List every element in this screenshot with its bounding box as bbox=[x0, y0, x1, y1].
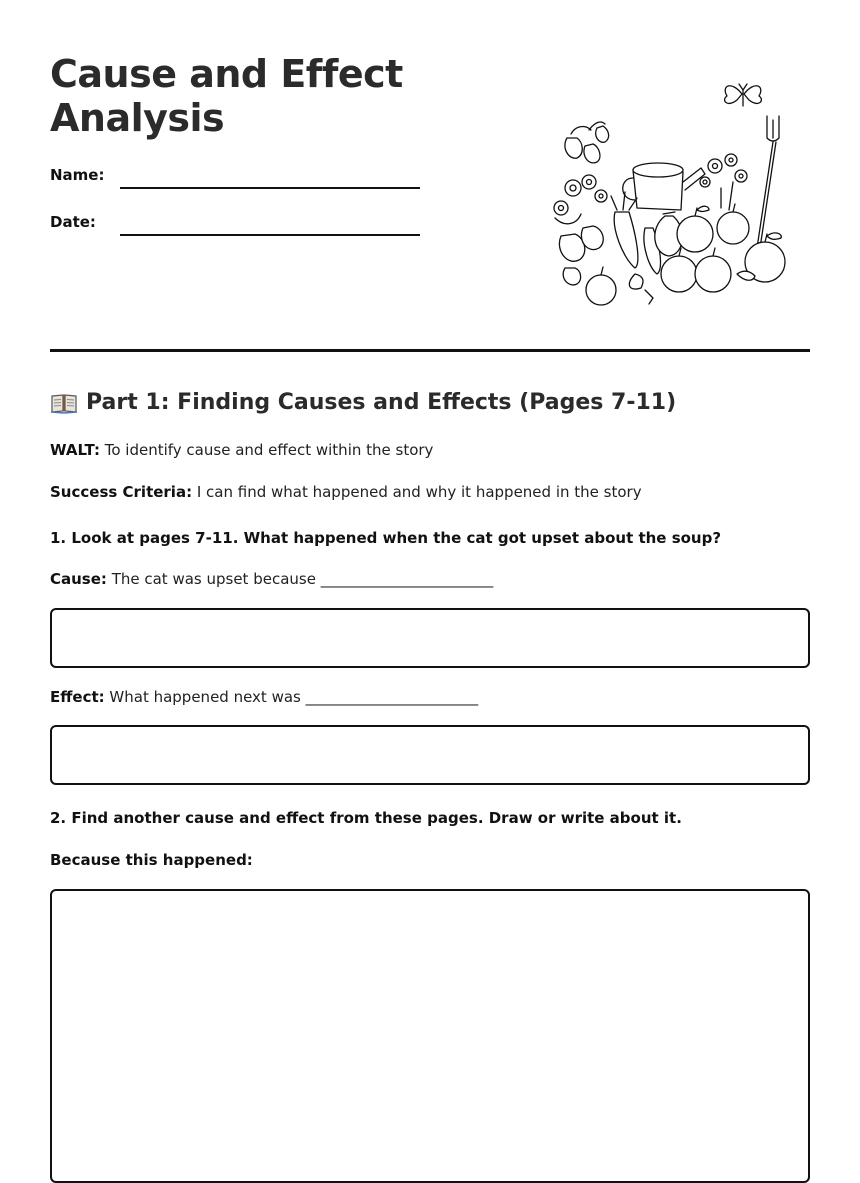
garden-fork-icon bbox=[757, 116, 779, 248]
butterfly-icon bbox=[725, 84, 762, 106]
name-field[interactable] bbox=[120, 187, 420, 189]
because-label: Because this happened: bbox=[50, 851, 253, 869]
success-criteria-line bbox=[50, 483, 642, 501]
because-answer-box[interactable] bbox=[50, 889, 810, 1183]
garden-illustration bbox=[545, 78, 795, 310]
question-2: 2. Find another cause and effect from these pages. Draw or write about it. bbox=[50, 809, 682, 827]
flower-icon bbox=[554, 175, 607, 224]
date-field[interactable] bbox=[120, 234, 420, 236]
title-line-2: Analysis bbox=[50, 96, 225, 140]
question-1: 1. Look at pages 7-11. What happened when the cat got upset about the soup? bbox=[50, 529, 722, 547]
effect-line bbox=[50, 688, 478, 706]
walt-label: WALT: bbox=[50, 441, 100, 459]
cause-prompt: The cat was upset because _______________________ bbox=[106, 570, 494, 588]
title-line-1: Cause and Effect bbox=[50, 52, 403, 96]
section-title: Part 1: Finding Causes and Effects (Pages 7-11) bbox=[86, 390, 677, 415]
effect-label: Effect: bbox=[50, 688, 105, 706]
section-heading bbox=[50, 390, 676, 415]
flower-icon bbox=[700, 154, 747, 210]
watering-can-icon bbox=[623, 163, 705, 210]
name-label: Name: bbox=[50, 166, 105, 184]
success-criteria-text: I can find what happened and why it happened in the story bbox=[192, 483, 642, 501]
cause-label: Cause: bbox=[50, 570, 107, 588]
worksheet-title bbox=[50, 52, 403, 140]
effect-answer-box[interactable] bbox=[50, 725, 810, 785]
strawberry-icon bbox=[565, 122, 609, 163]
effect-prompt: What happened next was _______________________ bbox=[104, 688, 479, 706]
section-divider bbox=[50, 349, 810, 352]
date-label: Date: bbox=[50, 213, 96, 231]
cause-answer-box[interactable] bbox=[50, 608, 810, 668]
walt-text: To identify cause and effect within the story bbox=[99, 441, 434, 459]
cause-line bbox=[50, 570, 493, 588]
success-criteria-label: Success Criteria: bbox=[50, 483, 193, 501]
walt-line bbox=[50, 441, 433, 459]
open-book-icon bbox=[50, 392, 78, 414]
